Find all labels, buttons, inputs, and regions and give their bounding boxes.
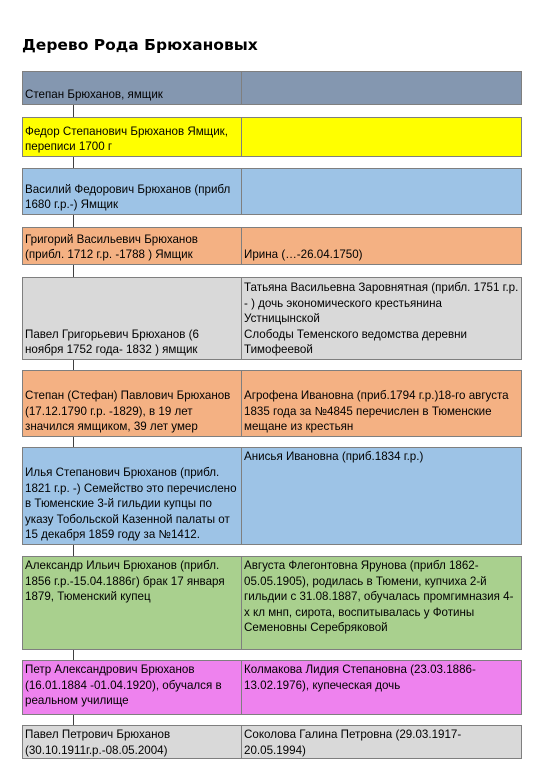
person-cell: Григорий Васильевич Брюханов (прибл. 1712 г.р. -1788 ) Ямщик	[23, 228, 242, 264]
generation-row	[22, 168, 522, 215]
person-cell: Василий Федорович Брюханов (прибл 1680 г.р.-) Ямщик	[23, 169, 242, 214]
connector-line	[73, 215, 74, 227]
page-title: Дерево Рода Брюхановых	[22, 36, 258, 54]
connector-line	[73, 105, 74, 117]
person-cell: Павел Григорьевич Брюханов (6 ноября 1752 года- 1832 ) ямщик	[23, 278, 242, 359]
generation-row	[22, 117, 522, 157]
connector-line	[73, 650, 74, 660]
spouse-cell: Августа Флегонтовна Ярунова (прибл 1862-05.05.1905), родилась в Тюмени, купчиха 2-й гильдии с 31.08.1887, обучалась промгимназия 4-х кл мнп, сирота, воспитывалась у Фотины Семеновны Серебряковой	[244, 559, 514, 635]
person-cell: Федор Степанович Брюханов Ямщик, переписи 1700 г	[23, 118, 242, 156]
person-cell: Павел Петрович Брюханов (30.10.1911г.р.-08.05.2004)	[23, 726, 242, 758]
spouse-cell	[242, 169, 521, 214]
spouse-cell: Колмакова Лидия Степановна (23.03.1886-13.02.1976), купеческая дочь	[244, 663, 476, 692]
connector-line	[73, 157, 74, 168]
spouse-cell: Соколова Галина Петровна (29.03.1917-20.05.1994)	[244, 728, 462, 757]
person-cell: Александр Ильич Брюханов (прибл. 1856 г.р.-15.04.1886г) брак 17 января 1879, Тюменский купец	[23, 557, 242, 649]
spouse-cell: Ирина (…-26.04.1750)	[244, 248, 363, 262]
connector-line	[73, 545, 74, 556]
connector-line	[73, 437, 74, 447]
generation-row	[22, 227, 522, 265]
person-cell: Степан Брюханов, ямщик	[23, 72, 242, 104]
spouse-cell: Татьяна Васильевна Заровнятная (прибл. 1751 г.р. - ) дочь экономического крестьянина Устницынской Слободы Теменского ведомства деревни Тимофеевой	[244, 281, 519, 357]
person-cell: Илья Степанович Брюханов (прибл. 1821 г.р. -) Семейство это перечислено в Тюменские 3-й гильдии купцы по указу Тобольской Казенной палаты от 15 декабря 1859 году за №1412.	[23, 448, 242, 544]
generation-row	[22, 71, 522, 105]
spouse-cell: Агрофена Ивановна (приб.1794 г.р.)18-го августа 1835 года за №4845 перечислен в Тюменские мещане из крестьян	[244, 389, 509, 434]
connector-line	[73, 360, 74, 370]
person-cell: Степан (Стефан) Павлович Брюханов (17.12.1790 г.р. -1829), в 19 лет значился ямщиком, 39 лет умер	[23, 371, 242, 436]
person-cell: Петр Александрович Брюханов (16.01.1884 -01.04.1920), обучался в реальном училище	[23, 661, 242, 714]
generation-row	[22, 725, 522, 759]
spouse-cell: Анисья Ивановна (приб.1834 г.р.)	[244, 450, 424, 463]
generation-row	[22, 660, 522, 715]
generation-row	[22, 277, 522, 360]
generation-row	[22, 447, 522, 545]
spouse-cell	[242, 72, 521, 104]
spouse-cell	[242, 118, 521, 156]
generation-row	[22, 556, 522, 650]
generation-row	[22, 370, 522, 437]
connector-line	[73, 265, 74, 277]
connector-line	[73, 715, 74, 725]
